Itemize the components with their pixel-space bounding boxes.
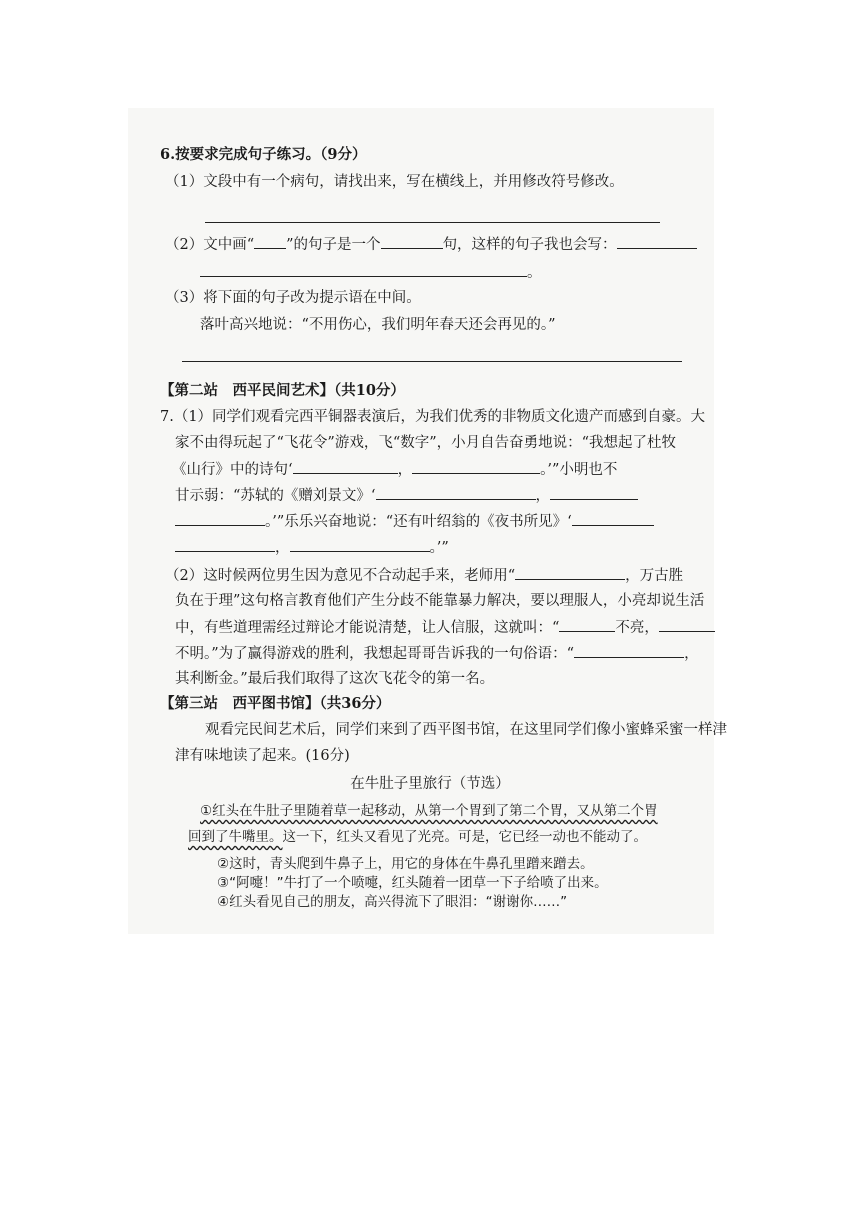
q7-line2: 家不由得玩起了“飞花令”游戏，飞“数字”，小月自告奋勇地说：“我想起了杜牧 [175,435,677,451]
q7-2-line5: 其利断金。”最后我们取得了这次飞花令的第一名。 [175,671,495,687]
passage-para1-line2: 回到了牛嘴里。这一下，红头又看见了光亮。可是，它已经一动也不能动了。 [188,829,647,845]
q6-title: 6.按要求完成句子练习。（9分） [160,146,367,163]
passage-para3: ③“阿嚏！”牛打了一个喷嚏，红头随着一团草一下子给喷了出来。 [217,875,608,891]
q7-2-line4: 不明。”为了赢得游戏的胜利，我想起哥哥告诉我的一句俗语：“ ， [175,643,699,664]
station2-header: 【第二站 西平民间艺术】（共10分） [160,382,405,399]
passage-para2: ②这时，青头爬到牛鼻子上，用它的身体在牛鼻孔里蹭来蹭去。 [217,856,594,872]
q6-part3: （3）将下面的句子改为提示语在中间。 [165,290,421,306]
q6-part3-answer-line [182,361,682,362]
q6-part2-cont: 。 [200,262,542,283]
q7-line1: 7.（1）同学们观看完西平铜器表演后，为我们优秀的非物质文化遗产而感到自豪。大 [160,409,706,425]
station3-intro-line2: 津有味地读了起来。(16分) [175,748,350,764]
q7-line3: 《山行》中的诗句‘ ， 。’”小明也不 [172,459,617,480]
q7-2-line2: 负在于理”这句格言教育他们产生分歧不能靠暴力解决，要以理服人，小亮却说生活 [175,593,705,609]
q6-part1: （1）文段中有一个病句，请找出来，写在横线上，并用修改符号修改。 [165,174,624,190]
passage-title: 在牛肚子里旅行（节选） [350,776,510,792]
passage-para4: ④红头看见自己的朋友，高兴得流下了眼泪：“谢谢你……” [217,894,568,910]
q7-line4: 甘示弱：“苏轼的《赠刘景文》‘ ， [175,485,638,506]
q6-part1-answer-line [205,222,660,223]
q7-2-line3: 中，有些道理需经过辩论才能说清楚，让人信服，这就叫：“ 不亮， [175,617,715,638]
station3-header: 【第三站 西平图书馆】（共36分） [160,695,391,712]
q7-2-line1: （2）这时候两位男生因为意见不合动起手来，老师用“ ，万古胜 [165,565,683,586]
q6-part3-sentence: 落叶高兴地说：“不用伤心，我们明年春天还会再见的。” [200,317,556,333]
q6-part2: （2）文中画“ ”的句子是一个 句，这样的句子我也会写： [165,234,697,255]
station3-intro-line1: 观看完民间艺术后，同学们来到了西平图书馆，在这里同学们像小蜜蜂采蜜一样津 [205,722,727,738]
passage-para1-line1: ①红头在牛肚子里随着草一起移动，从第一个胃到了第二个胃，又从第二个胃 [200,803,658,819]
q7-line6: ， 。’” [175,537,449,558]
q7-line5: 。’”乐乐兴奋地说：“还有叶绍翁的《夜书所见》‘ [175,511,654,532]
